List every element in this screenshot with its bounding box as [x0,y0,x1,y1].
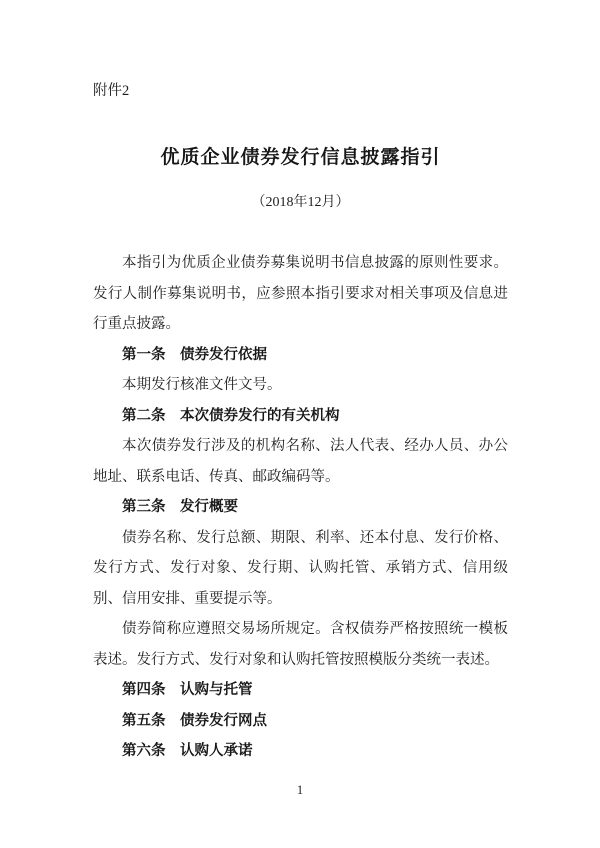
article-heading-6: 第六条 认购人承诺 [122,743,253,759]
document-title: 优质企业债券发行信息披露指引 [160,147,441,168]
paragraph-article-1: 本期发行核准文件文号。 [122,377,282,393]
attachment-label: 附件2 [93,83,130,99]
article-heading-2: 第二条 本次债券发行的有关机构 [122,407,340,424]
article-heading-3: 第三条 发行概要 [122,499,238,515]
paragraph-article-2: 本次债券发行涉及的机构名称、法人代表、经办人员、办公地址、联系电话、传真、邮政编码等。 [93,438,508,485]
article-heading-1: 第一条 债券发行依据 [122,346,267,363]
paragraph-intro: 本指引为优质企业债券募集说明书信息披露的原则性要求。发行人制作募集说明书，应参照本指引要求对相关事项及信息进行重点披露。 [93,255,508,332]
article-heading-5: 第五条 债券发行网点 [122,712,267,729]
document-body [93,248,508,767]
paragraph-article-3-b: 债券简称应遵照交易场所规定。含权债券严格按照统一模板表述。发行方式、发行对象和认购托管按照模版分类统一表述。 [93,621,508,668]
document-date: （2018年12月） [251,195,350,210]
article-heading-4: 第四条 认购与托管 [122,682,253,698]
paragraph-article-3-a: 债券名称、发行总额、期限、利率、还本付息、发行价格、发行方式、发行对象、发行期、认购托管、承销方式、信用级别、信用安排、重要提示等。 [93,529,508,607]
page-number: 1 [296,783,304,797]
